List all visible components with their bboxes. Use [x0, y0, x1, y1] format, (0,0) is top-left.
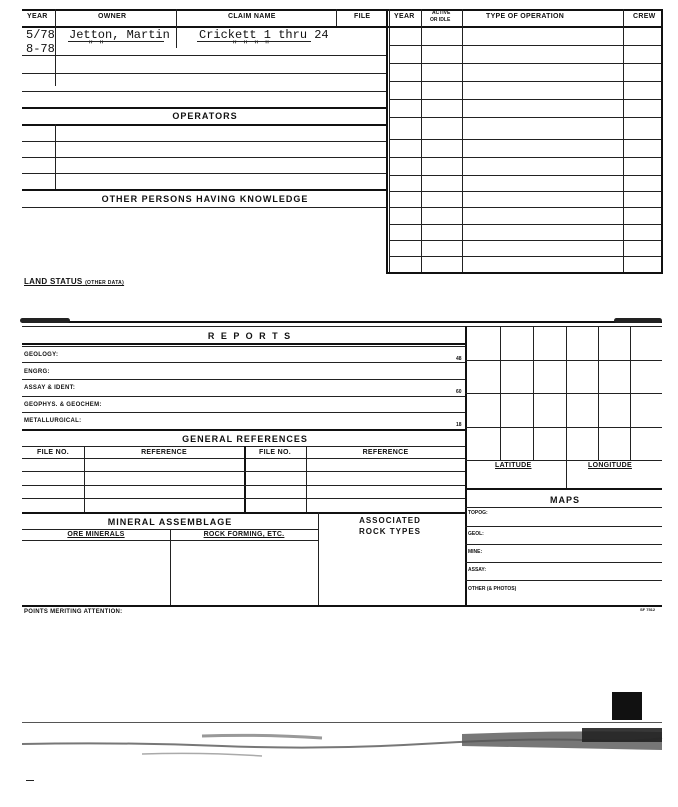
- map-topog: TOPOG:: [468, 510, 488, 516]
- ref-col-file-no-1: FILE NO.: [37, 449, 69, 456]
- ref-col-file-no-2: FILE NO.: [259, 449, 291, 456]
- grid-number-18: 18: [456, 422, 462, 428]
- land-status-sub: (OTHER DATA): [85, 280, 125, 286]
- ref-col-reference-2: REFERENCE: [362, 449, 409, 456]
- report-engrg: ENGRG:: [24, 369, 50, 375]
- entry-claim-2: " " " ": [232, 40, 270, 50]
- latitude-label: LATITUDE: [495, 462, 532, 469]
- col-active-label: ACTIVE: [432, 10, 451, 16]
- mineral-col-rock-forming: ROCK FORMING, ETC.: [203, 531, 285, 538]
- associated-rock-types-heading-1: ASSOCIATED: [359, 516, 421, 525]
- maps-heading: MAPS: [549, 495, 580, 505]
- col-year2-label: YEAR: [394, 13, 415, 20]
- land-status-label: LAND STATUS (OTHER DATA): [24, 277, 125, 286]
- report-assay: ASSAY & IDENT:: [24, 385, 76, 391]
- col-crew-label: CREW: [633, 13, 656, 20]
- points-meriting-attention-label: POINTS MERITING ATTENTION:: [24, 609, 123, 615]
- longitude-label: LONGITUDE: [588, 462, 632, 469]
- entry-owner-1: Jetton, Martin: [69, 28, 170, 42]
- col-type-of-operation-label: TYPE OF OPERATION: [486, 13, 565, 20]
- col-file-label: FILE: [354, 13, 371, 20]
- col-idle-label: OR IDLE: [430, 17, 451, 23]
- other-persons-heading: OTHER PERSONS HAVING KNOWLEDGE: [101, 194, 309, 204]
- entry-year-2: 8-78: [26, 42, 55, 56]
- report-metallurgical: METALLURGICAL:: [24, 418, 82, 424]
- map-mine: MINE:: [468, 549, 483, 555]
- form-number: SF 7512: [640, 607, 656, 612]
- entry-owner-2: " ": [88, 40, 105, 50]
- map-other: OTHER (& PHOTOS): [468, 586, 517, 592]
- mineral-assemblage-heading: MINERAL ASSEMBLAGE: [107, 517, 233, 527]
- associated-rock-types-heading-2: ROCK TYPES: [358, 527, 421, 536]
- map-assay: ASSAY:: [468, 567, 487, 573]
- report-geology: GEOLOGY:: [24, 352, 59, 358]
- map-geol: GEOL:: [468, 531, 484, 537]
- scan-smudge: [22, 724, 667, 764]
- general-references-heading: GENERAL REFERENCES: [182, 434, 308, 444]
- col-owner-label: OWNER: [98, 13, 127, 20]
- report-geophys: GEOPHYS. & GEOCHEM:: [24, 402, 102, 408]
- col-year-label: YEAR: [27, 13, 48, 20]
- operators-heading: OPERATORS: [172, 111, 238, 121]
- entry-claim-1: Crickett 1 thru 24: [199, 28, 329, 42]
- reports-heading: R E P O R T S: [207, 331, 293, 341]
- mineral-col-ore: ORE MINERALS: [67, 531, 125, 538]
- grid-number-60: 60: [456, 389, 462, 395]
- ref-col-reference-1: REFERENCE: [141, 449, 187, 456]
- entry-year-1: 5/78: [26, 28, 55, 42]
- grid-number-48: 48: [456, 356, 462, 362]
- col-claim-name-label: CLAIM NAME: [228, 13, 276, 20]
